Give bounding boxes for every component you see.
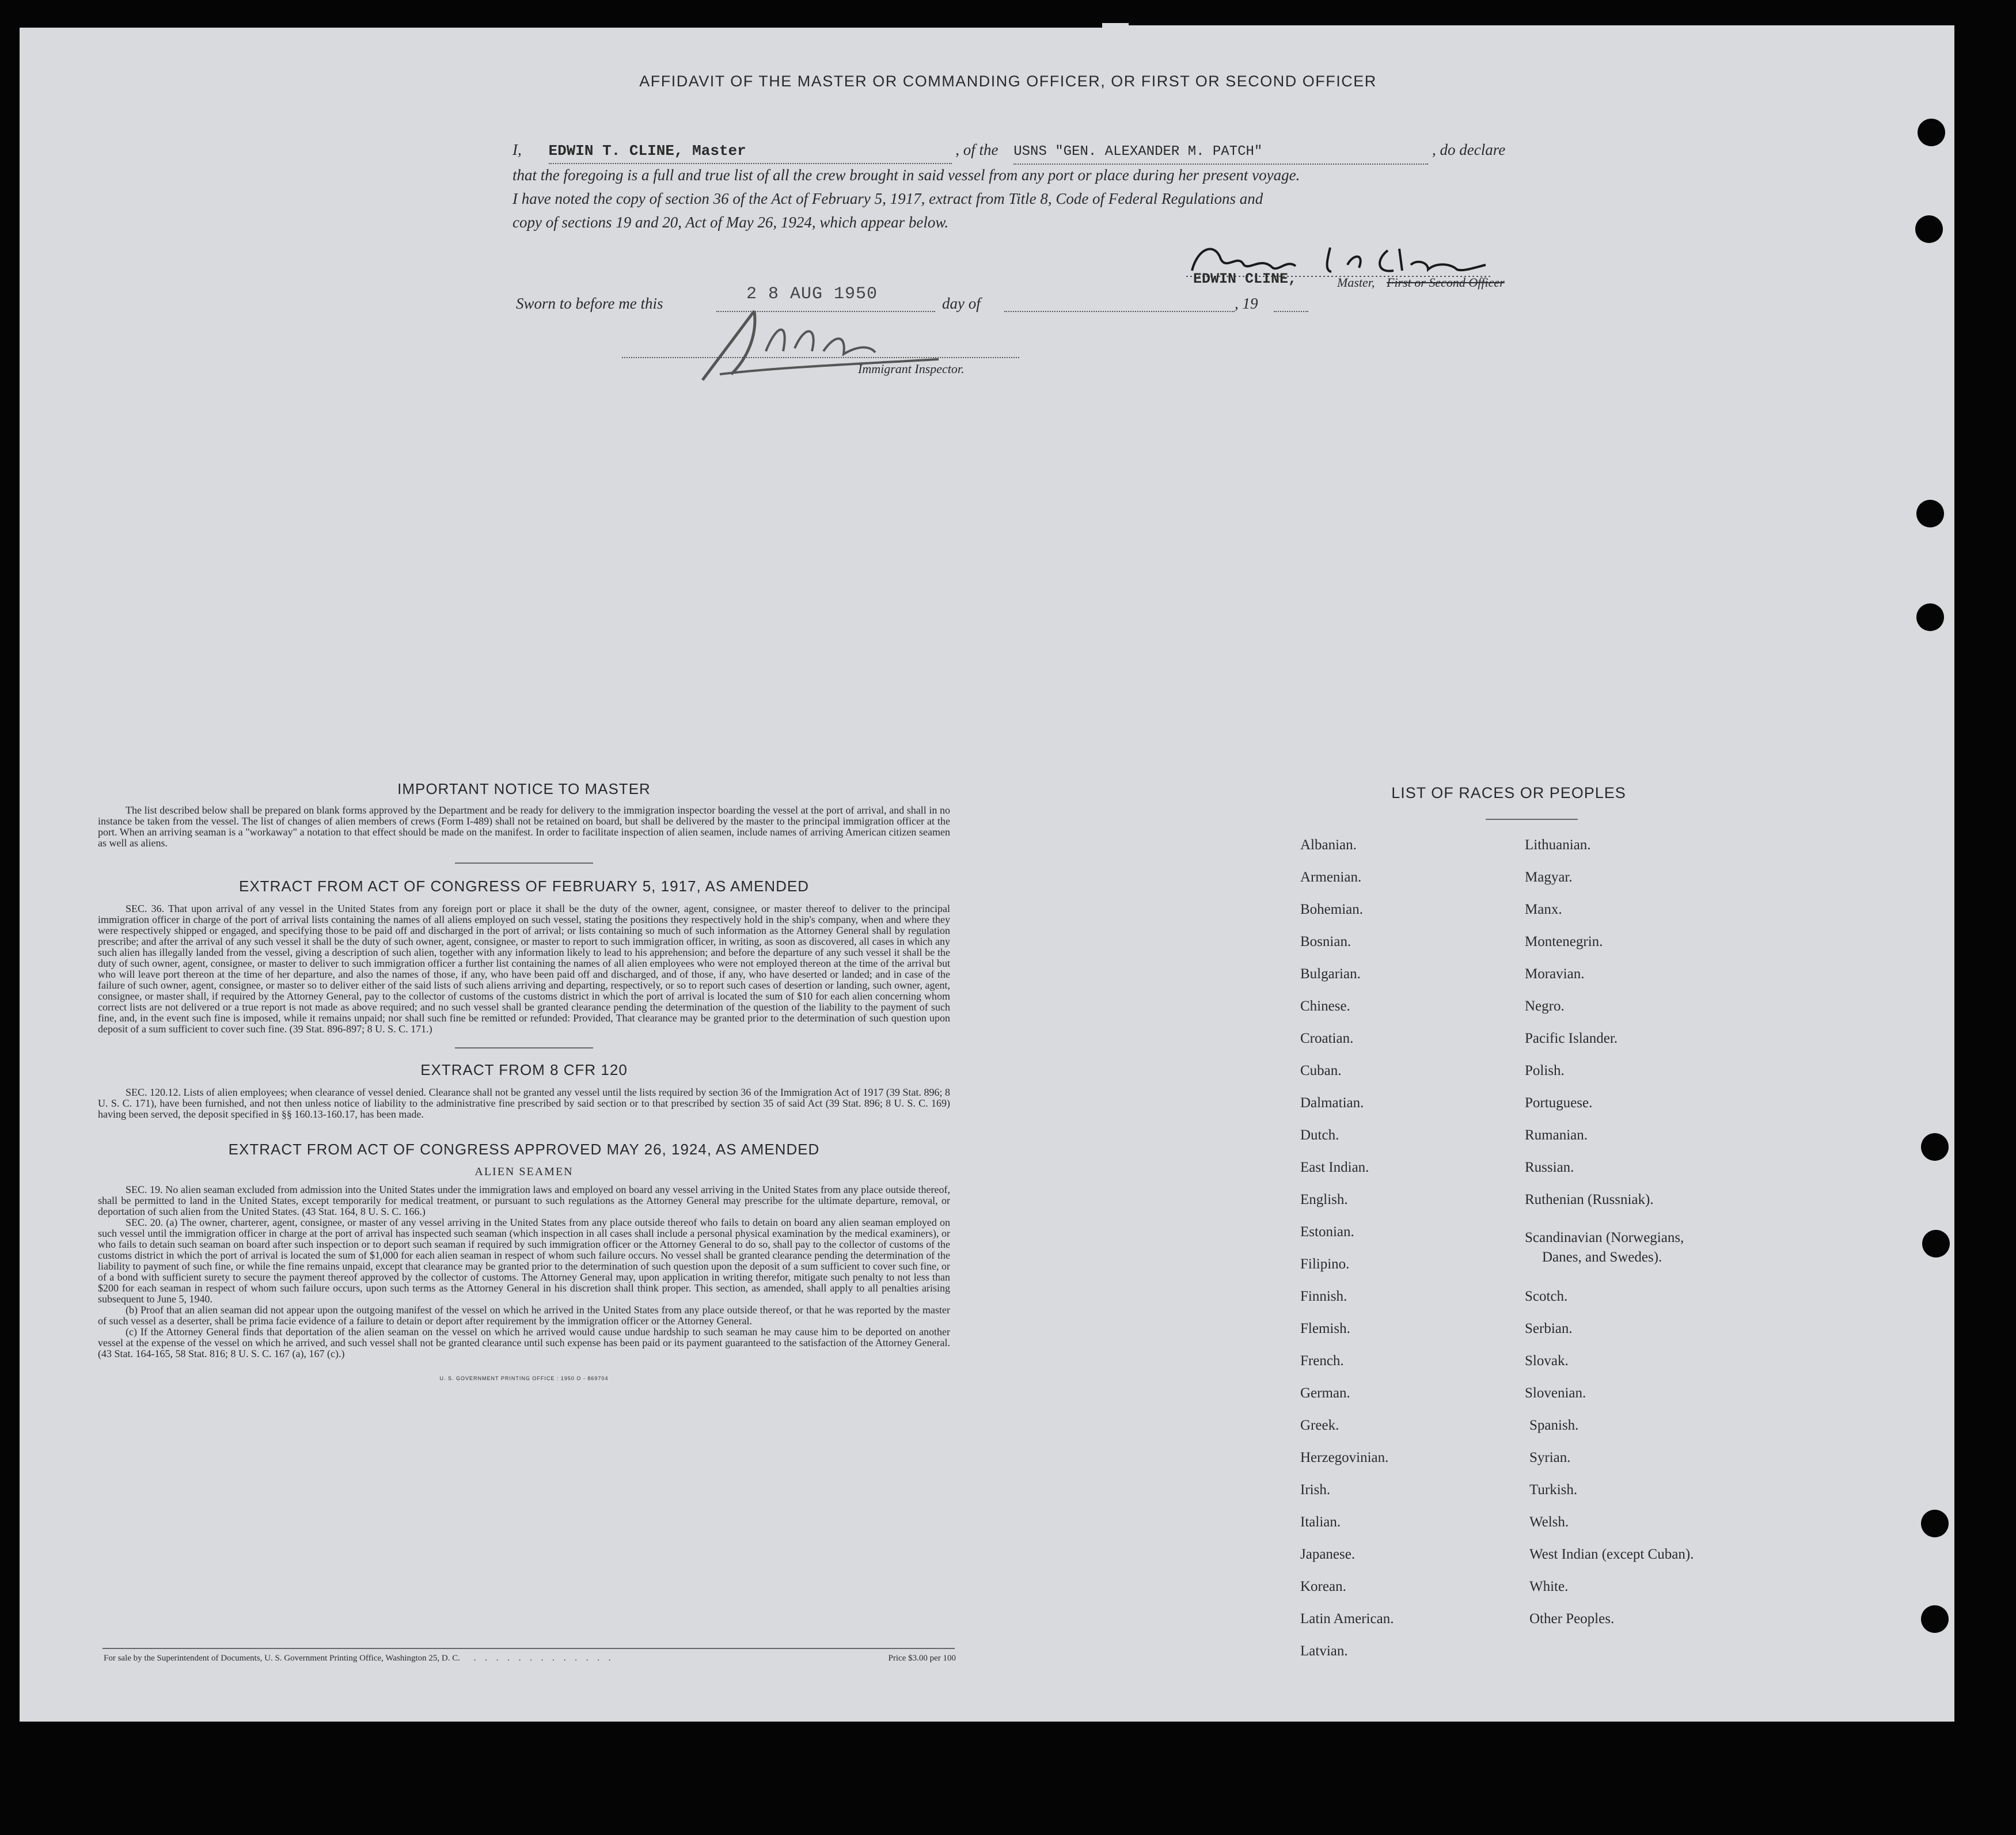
- punch-hole: [1921, 1605, 1949, 1633]
- race-left-item: Korean.: [1300, 1579, 1346, 1594]
- race-left-item: Estonian.: [1300, 1224, 1354, 1240]
- of-the-label: , of the: [955, 141, 998, 158]
- affidavit-title: AFFIDAVIT OF THE MASTER OR COMMANDING OFFICER, OR FIRST OR SECOND OFFICER: [639, 73, 1377, 90]
- section-120-paragraph: SEC. 120.12. Lists of alien employees; when clearance of vessel denied. Clearance shall not be granted any vessel until the lists required by section 36 of the Immigration Act of 1917 (39 Stat. 896; 8 U. S. C. 171), have been furnished, and not then unless notice of liability to the administrative fine prescribed by said section or to that prescribed by section 35 of said Act (39 Stat. 896; 8 U. S. C. 169) having been served, the deposit specified in §§ 160.13-160.17, has been made.: [98, 1086, 950, 1120]
- year-label: , 19: [1235, 295, 1258, 312]
- master-printed-name: EDWIN CLINE,: [1193, 271, 1297, 287]
- notice-text: [98, 805, 950, 849]
- race-right-item: Ruthenian (Russniak).: [1525, 1192, 1654, 1207]
- declaration-line-4: copy of sections 19 and 20, Act of May 26, 1924, which appear below.: [512, 214, 949, 231]
- race-right-item: Welsh.: [1529, 1514, 1569, 1530]
- section-20b-paragraph: (b) Proof that an alien seaman did not appear upon the outgoing manifest of the vessel on which he arrived in the United States from any place outside thereof, or that he was reported by the master of such vessel as a deserter, shall be prima facie evidence of a failure to detain or deport after requirement by the immigration officer or the Attorney General.: [98, 1304, 950, 1327]
- declaration-line-2: that the foregoing is a full and true list of all the crew brought in said vessel from any port or place during her present voyage.: [512, 166, 1300, 184]
- alien-seamen-subheading: ALIEN SEAMEN: [474, 1165, 574, 1178]
- footer-rule: [102, 1648, 955, 1649]
- punch-hole: [1921, 1133, 1949, 1161]
- notice-paragraph: The list described below shall be prepared on blank forms approved by the Department and be ready for delivery to the immigration inspector boarding the vessel at the port of arrival, and shall in no instance be taken from the vessel. The list of changes of alien members of crews (Form I-489) shall not be retained on board, but shall be delivered by the master to the principal immigration officer at the port. When an arriving seaman is a "workaway" a notation to that effect should be made on the manifest. In order to facilitate inspection of alien seamen, include names of arriving American citizen seamen as well as aliens.: [98, 804, 950, 849]
- race-right-item: Moravian.: [1525, 966, 1585, 982]
- race-left-item: Italian.: [1300, 1514, 1341, 1530]
- race-right-item: Portuguese.: [1525, 1095, 1593, 1111]
- section-36-paragraph: SEC. 36. That upon arrival of any vessel in the United States from any foreign port or place it shall be the duty of the owner, agent, consignee, or master thereof to deliver to the principal immigration officer in charge of the port of arrival lists containing the names of all aliens employed on such vessel, stating the positions they respectively hold in the ship's company, when and where they were respectively shipped or engaged, and specifying those to be paid off and discharged in the port of arrival; or lists containing so much of such information as the Attorney General shall by regulation prescribe; and after the arrival of any such vessel it shall be the duty of such owner, agent, consignee, or master to report to such immigration officer, in writing, as soon as discovered, all cases in which any such alien has illegally landed from the vessel, giving a description of such alien, together with any information likely to lead to his apprehension; and before the departure of any such vessel it shall be the duty of such owner, agent, consignee, or master to deliver to such immigration officer a further list containing the names of all alien employees who were not employed thereon at the time of the arrival but who will leave port thereon at the time of her departure, and also the names of those, if any, who have been paid off and discharged, and of those, if any, who have deserted or landed; and in case of the failure of such owner, agent, consignee, or master so to deliver either of the said lists of such aliens arriving and departing, respectively, or so to report such cases of desertion or landing, such owner, agent, consignee, or master shall, if required by the Attorney General, pay to the collector of customs of the customs district in which the port of arrival is located the sum of $10 for each alien concerning whom correct lists are not delivered or a true report is not made as above required; and no such vessel shall be granted clearance pending the determination of the question of the liability to the payment of such fine, and, in the event such fine is imposed, while it remains unpaid; nor shall such fine be remitted or refunded: Provided, That clearance may be granted prior to the determination of such question upon deposit of a sum sufficient to cover such fine. (39 Stat. 896-897; 8 U. S. C. 171.): [98, 903, 950, 1035]
- inspector-label: Immigrant Inspector.: [858, 362, 965, 376]
- race-left-item: French.: [1300, 1353, 1344, 1369]
- races-heading: LIST OF RACES OR PEOPLES: [1391, 784, 1626, 801]
- printing-office-line: U. S. GOVERNMENT PRINTING OFFICE : 1950 O - 869704: [439, 1376, 609, 1381]
- month-line: [1004, 311, 1235, 312]
- race-left-item: Cuban.: [1300, 1063, 1342, 1078]
- footer-price: Price $3.00 per 100: [888, 1654, 956, 1663]
- punch-hole: [1918, 119, 1945, 146]
- footer: [104, 1654, 956, 1663]
- struck-officer-label: First or Second Officer: [1387, 275, 1505, 290]
- extract-cfr-text: [98, 1087, 950, 1120]
- race-right-item: Spanish.: [1529, 1418, 1579, 1433]
- year-line: [1274, 311, 1308, 312]
- punch-hole: [1915, 215, 1943, 243]
- extract-1924-text: [98, 1184, 950, 1359]
- race-right-item: Serbian.: [1525, 1321, 1573, 1336]
- vessel-name-field: USNS "GEN. ALEXANDER M. PATCH": [1013, 140, 1428, 165]
- punch-hole: [1916, 603, 1944, 631]
- inspector-line: [622, 357, 1019, 358]
- race-left-item: Flemish.: [1300, 1321, 1350, 1336]
- race-right-item: White.: [1529, 1579, 1569, 1594]
- race-right-item: Danes, and Swedes).: [1542, 1249, 1662, 1265]
- race-left-item: Croatian.: [1300, 1031, 1354, 1046]
- section-20a-paragraph: SEC. 20. (a) The owner, charterer, agent, consignee, or master of any vessel arriving in the United States from any place outside thereof who fails to detain on board any alien seaman employed on such vessel until the immigration officer in charge at the port of arrival has inspected such seaman (which inspection in all cases shall include a personal physical examination by the medical examiners), or who fails to detain such seaman on board after such inspection or to deport such seaman if required by such immigration officer or the Attorney General to do so, shall pay to the collector of customs of the customs district in which the port of arrival is located the sum of $1,000 for each alien seaman in respect of whom such failure occurs. No vessel shall be granted clearance pending the determination of the liability to payment of such fine, or while the fine remains unpaid, except that clearance may be granted prior to the determination of such question upon the deposit of a sum sufficient to cover such fine, or of a bond with sufficient surety to secure the payment thereof approved by the collector of customs. The Attorney General may, upon application in writing therefor, mitigate such penalty to not less than $200 for each seaman in respect of whom such failure occurs, upon such terms as the Attorney General in his discretion shall think proper. This section, as amended, shall apply to all penalties arising subsequent to June 5, 1940.: [98, 1217, 950, 1305]
- race-right-item: Other Peoples.: [1529, 1611, 1615, 1627]
- race-right-item: Scotch.: [1525, 1289, 1568, 1304]
- pronoun: I,: [512, 141, 522, 158]
- race-right-item: Negro.: [1525, 998, 1565, 1014]
- divider: [455, 863, 593, 864]
- notice-heading: IMPORTANT NOTICE TO MASTER: [397, 780, 651, 797]
- punch-hole: [1916, 500, 1944, 527]
- master-title-label: Master,: [1337, 275, 1375, 290]
- declaration-line-3: I have noted the copy of section 36 of the Act of February 5, 1917, extract from Title 8, Code of Federal Regulations and: [512, 190, 1263, 207]
- race-right-item: Montenegrin.: [1525, 934, 1603, 949]
- race-right-item: Polish.: [1525, 1063, 1565, 1078]
- race-right-item: Slovak.: [1525, 1353, 1569, 1369]
- race-left-item: Filipino.: [1300, 1256, 1350, 1272]
- declaration-line-1: [512, 138, 1561, 165]
- race-left-item: Latin American.: [1300, 1611, 1394, 1627]
- race-right-item: Slovenian.: [1525, 1385, 1586, 1401]
- race-left-item: Dutch.: [1300, 1127, 1339, 1143]
- extract-1924-heading: EXTRACT FROM ACT OF CONGRESS APPROVED MAY 26, 1924, AS AMENDED: [228, 1141, 820, 1158]
- footer-dots: . . . . . . . . . . . . .: [473, 1654, 614, 1663]
- race-left-item: Herzegovinian.: [1300, 1450, 1389, 1465]
- race-right-item: Scandinavian (Norwegians,: [1525, 1230, 1684, 1245]
- race-left-item: Albanian.: [1300, 837, 1357, 853]
- race-right-item: Manx.: [1525, 902, 1562, 917]
- race-right-item: Syrian.: [1529, 1450, 1571, 1465]
- race-left-item: East Indian.: [1300, 1160, 1369, 1175]
- race-left-item: Armenian.: [1300, 869, 1362, 885]
- race-right-item: Magyar.: [1525, 869, 1573, 885]
- punch-hole: [1921, 1510, 1949, 1537]
- master-name-field: EDWIN T. CLINE, Master: [549, 139, 952, 164]
- extract-1917-heading: EXTRACT FROM ACT OF CONGRESS OF FEBRUARY 5, 1917, AS AMENDED: [239, 877, 809, 895]
- extract-cfr-heading: EXTRACT FROM 8 CFR 120: [420, 1061, 628, 1078]
- day-of-label: day of: [942, 295, 981, 312]
- legal-notices: [98, 780, 950, 1381]
- race-left-item: Latvian.: [1300, 1643, 1348, 1659]
- race-left-item: Japanese.: [1300, 1547, 1356, 1562]
- race-right-item: West Indian (except Cuban).: [1529, 1547, 1694, 1562]
- race-right-item: Russian.: [1525, 1160, 1574, 1175]
- race-right-item: Lithuanian.: [1525, 837, 1591, 853]
- race-left-item: Irish.: [1300, 1482, 1331, 1498]
- footer-sale-text: For sale by the Superintendent of Documents, U. S. Government Printing Office, Washington 25, D. C.: [104, 1654, 460, 1663]
- race-right-item: Rumanian.: [1525, 1127, 1588, 1143]
- divider: [455, 1047, 593, 1048]
- torn-edge: [20, 0, 1102, 28]
- race-left-item: Greek.: [1300, 1418, 1339, 1433]
- race-left-item: Bohemian.: [1300, 902, 1364, 917]
- section-19-paragraph: SEC. 19. No alien seaman excluded from admission into the United States under the immigration laws and employed on board any vessel arriving in the United States from any place outside thereof, shall be permitted to land in the United States, except temporarily for medical treatment, or pursuant to such regulations as the Attorney General may prescribe for the ultimate departure, removal, or deportation of such alien from the United States. (43 Stat. 164, 8 U. S. C. 166.): [98, 1184, 950, 1217]
- do-declare-label: , do declare: [1432, 141, 1506, 158]
- race-right-item: Turkish.: [1529, 1482, 1578, 1498]
- section-20c-paragraph: (c) If the Attorney General finds that deportation of the alien seaman on the vessel on which he arrived would cause undue hardship to such seaman he may cause him to be deported on another vessel at the expense of the vessel on which he arrived, and such vessel shall not be granted clearance until such expense has been paid or its payment guaranteed to the satisfaction of the Attorney General. (43 Stat. 164-165, 58 Stat. 816; 8 U. S. C. 167 (a), 167 (c).): [98, 1326, 950, 1359]
- punch-hole: [1922, 1230, 1950, 1257]
- race-right-item: Pacific Islander.: [1525, 1031, 1618, 1046]
- sworn-label: Sworn to before me this: [516, 295, 663, 312]
- race-left-item: Chinese.: [1300, 998, 1350, 1014]
- races-divider: [1486, 819, 1578, 820]
- extract-1917-text: [98, 903, 950, 1035]
- race-left-item: English.: [1300, 1192, 1348, 1207]
- race-left-item: German.: [1300, 1385, 1350, 1401]
- torn-edge: [1129, 0, 1954, 25]
- race-left-item: Finnish.: [1300, 1289, 1347, 1304]
- date-stamp: 2 8 AUG 1950: [746, 284, 878, 304]
- race-left-item: Bulgarian.: [1300, 966, 1361, 982]
- race-left-item: Dalmatian.: [1300, 1095, 1364, 1111]
- race-left-item: Bosnian.: [1300, 934, 1351, 949]
